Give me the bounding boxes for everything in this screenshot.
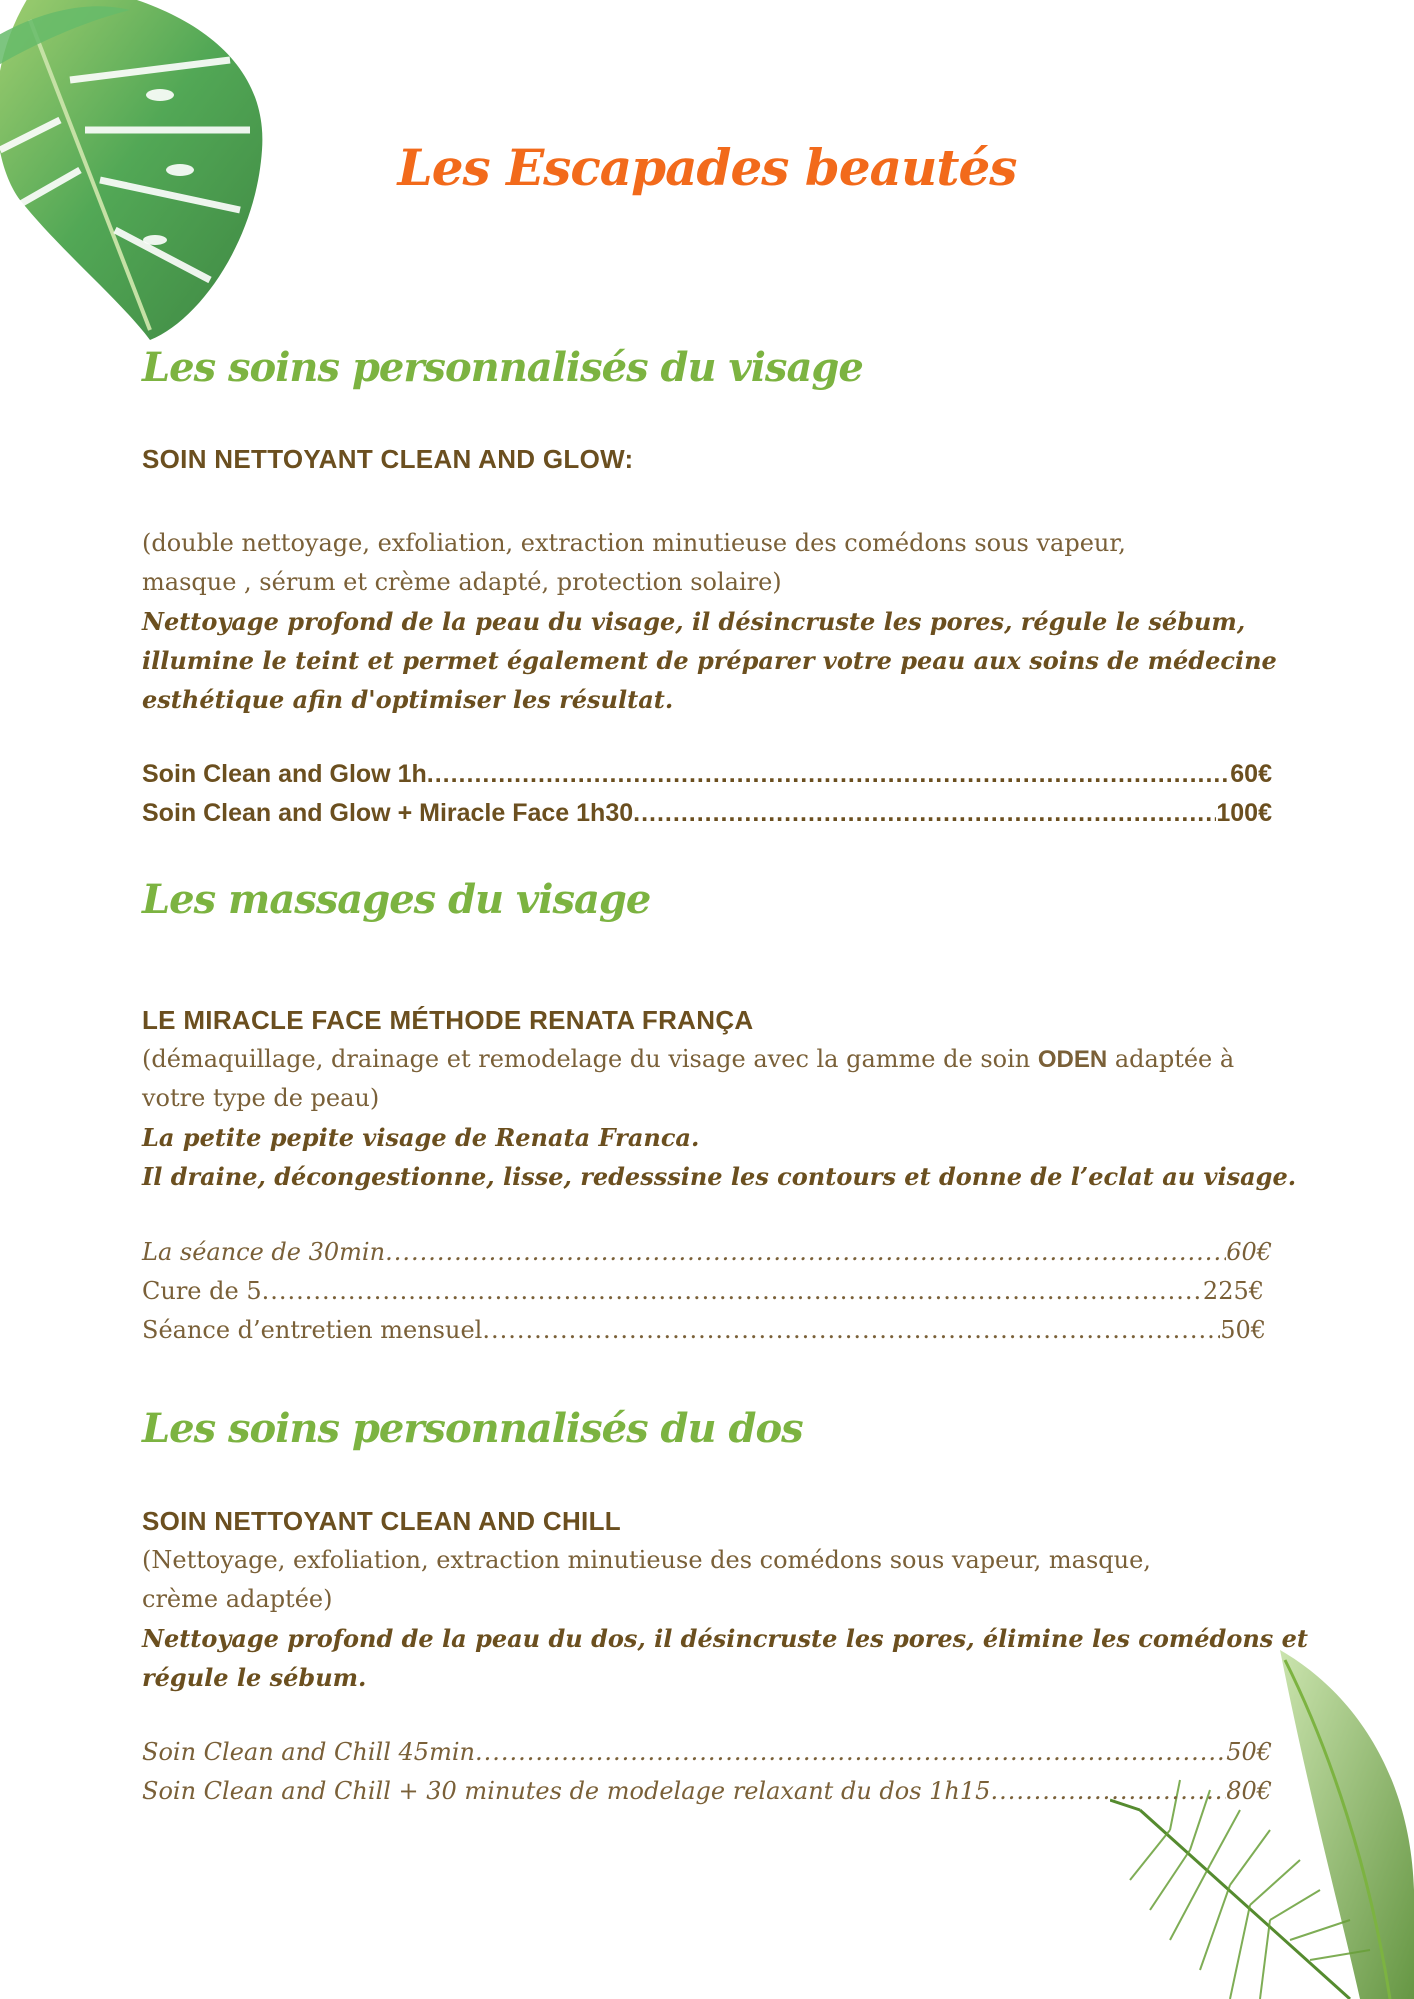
price-label: La séance de 30min: [142, 1238, 386, 1266]
service-highlight-line: Nettoyage profond de la peau du dos, il désincruste les pores, élimine les comédons et: [142, 1624, 1308, 1653]
price-value: 100€: [1216, 799, 1272, 827]
price-label: Soin Clean and Chill + 30 minutes de modelage relaxant du dos 1h15: [142, 1777, 991, 1805]
price-label: Soin Clean and Glow + Miracle Face 1h30: [142, 799, 634, 827]
service-name: SOIN NETTOYANT CLEAN AND GLOW:: [142, 444, 634, 474]
price-value: 80€: [1226, 1777, 1272, 1805]
brand-name: ODEN: [1037, 1046, 1108, 1073]
service-highlight-line: Il draine, décongestionne, lisse, redesssine les contours et donne de l’eclat au visage.: [142, 1162, 1297, 1191]
page-title: Les Escapades beautés: [397, 138, 1017, 197]
service-details-line: votre type de peau): [142, 1084, 380, 1112]
service-highlight-line: Nettoyage profond de la peau du visage, il désincruste les pores, régule le sébum,: [142, 607, 1246, 636]
dot-leader: [633, 799, 1216, 828]
price-label: Soin Clean and Chill 45min: [142, 1738, 475, 1766]
price-label: Soin Clean and Glow 1h: [142, 760, 427, 788]
service-highlight-line: esthétique afin d'optimiser les résultat.: [142, 685, 674, 714]
service-name: LE MIRACLE FACE MÉTHODE RENATA FRANÇA: [142, 1005, 754, 1035]
service-details-line: masque , sérum et crème adapté, protection solaire): [142, 568, 782, 596]
price-value: 225€: [1202, 1277, 1264, 1305]
price-value: 50€: [1220, 1316, 1266, 1344]
service-details-line: (double nettoyage, exfoliation, extraction minutieuse des comédons sous vapeur,: [142, 529, 1126, 557]
section-heading-massages: Les massages du visage: [142, 876, 651, 923]
price-row: [142, 760, 1272, 789]
dot-leader: [990, 1777, 1226, 1805]
price-value: 50€: [1226, 1738, 1272, 1766]
price-row: [142, 799, 1272, 828]
dot-leader: [475, 1738, 1226, 1766]
service-details-line: (Nettoyage, exfoliation, extraction minutieuse des comédons sous vapeur, masque,: [142, 1546, 1151, 1574]
palm-leaves-icon: [1110, 1650, 1414, 1999]
service-details-line: (démaquillage, drainage et remodelage du visage avec la gamme de soin ODEN adaptée à: [142, 1045, 1235, 1073]
section-heading-dos: Les soins personnalisés du dos: [142, 1405, 803, 1452]
price-row: [142, 1277, 1264, 1305]
service-highlight-line: illumine le teint et permet également de préparer votre peau aux soins de médecine: [142, 646, 1277, 675]
service-name: SOIN NETTOYANT CLEAN AND CHILL: [142, 1506, 621, 1536]
price-row: [142, 1316, 1266, 1344]
dot-leader: [482, 1316, 1220, 1344]
service-details-line: crème adaptée): [142, 1585, 333, 1613]
service-highlight-line: La petite pepite visage de Renata Franca.: [142, 1123, 700, 1152]
price-label: Cure de 5: [142, 1277, 262, 1305]
price-row: [142, 1777, 1272, 1805]
price-value: 60€: [1226, 1238, 1272, 1266]
dot-leader: [262, 1277, 1203, 1305]
service-highlight-line: régule le sébum.: [142, 1663, 367, 1692]
dot-leader: [385, 1238, 1226, 1266]
price-label: Séance d’entretien mensuel: [142, 1316, 483, 1344]
price-value: 60€: [1230, 760, 1272, 788]
price-row: [142, 1238, 1272, 1266]
dot-leader: [427, 760, 1231, 789]
price-row: [142, 1738, 1272, 1766]
section-heading-visage: Les soins personnalisés du visage: [142, 344, 863, 391]
